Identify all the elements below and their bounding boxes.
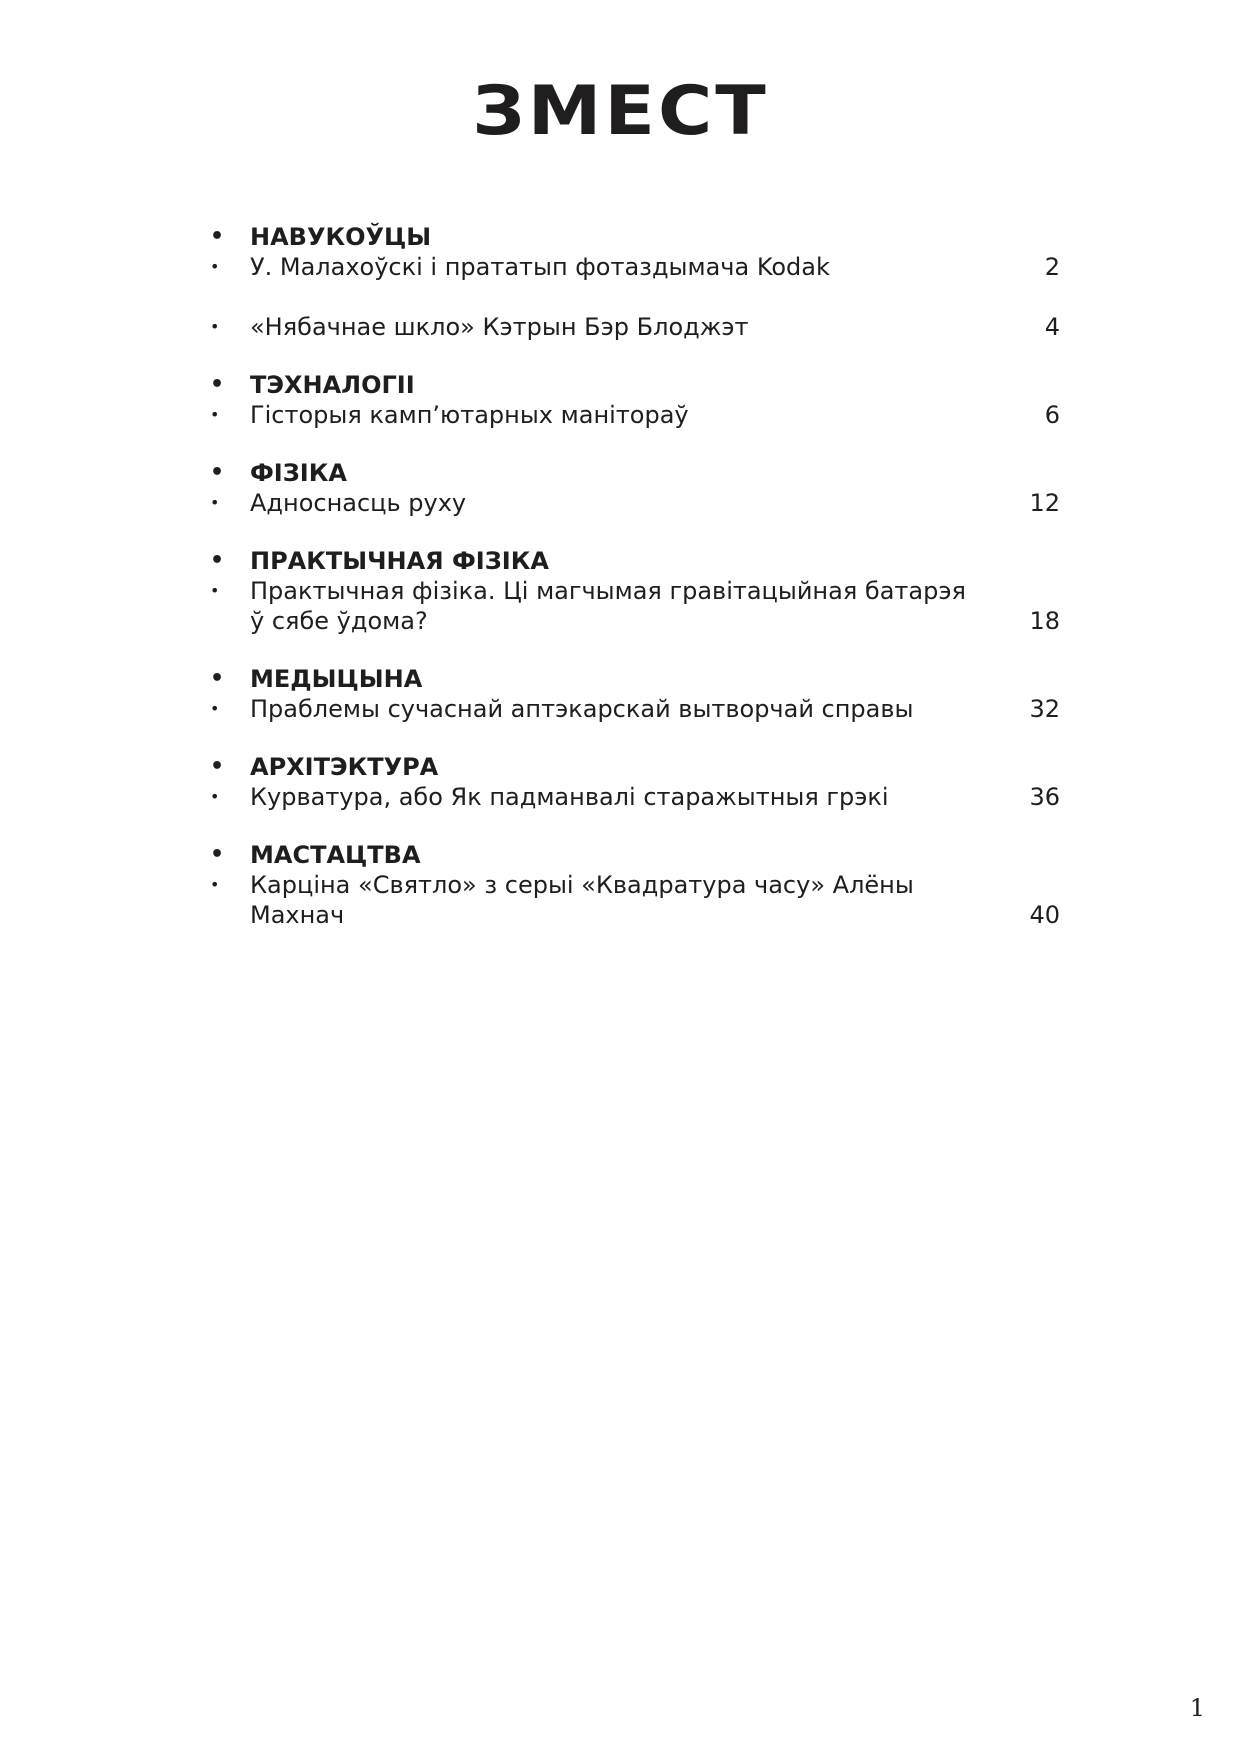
- toc-entry-title: Курватура, або Як падманвалі старажытныя грэкі: [250, 783, 889, 811]
- section-heading: [210, 752, 1060, 782]
- toc-entry-title: Гісторыя камп’ютарных манітораў: [250, 401, 689, 429]
- section-heading: [210, 546, 1060, 576]
- section-heading-label: ФІЗІКА: [250, 459, 347, 487]
- bullet-icon: •: [210, 875, 220, 894]
- toc-entry[interactable]: [210, 782, 1060, 812]
- bullet-icon: •: [210, 224, 225, 249]
- bullet-icon: •: [210, 787, 220, 806]
- toc-entry[interactable]: [210, 694, 1060, 724]
- section-heading-label: МАСТАЦТВА: [250, 841, 421, 869]
- section-heading-label: ТЭХНАЛОГІІ: [250, 371, 415, 399]
- toc-section-fizika: [210, 458, 1060, 518]
- toc-entry[interactable]: [210, 488, 1060, 518]
- bullet-icon: •: [210, 460, 225, 485]
- bullet-icon: •: [210, 754, 225, 779]
- toc-entry[interactable]: [210, 870, 1060, 930]
- toc-entry-title: У. Малахоўскі і прататып фотаздымача Kodak: [250, 253, 830, 281]
- toc-entry[interactable]: [210, 576, 1060, 636]
- section-heading-label: МЕДЫЦЫНА: [250, 665, 423, 693]
- section-heading: [210, 222, 1060, 252]
- bullet-icon: •: [210, 405, 220, 424]
- bullet-icon: •: [210, 493, 220, 512]
- toc-entry-page: 4: [1044, 313, 1060, 341]
- toc-entry-title: Праблемы сучаснай аптэкарскай вытворчай справы: [250, 695, 914, 723]
- toc-entry-page: 40: [1029, 901, 1060, 929]
- bullet-icon: •: [210, 548, 225, 573]
- toc-entry-page: 36: [1029, 783, 1060, 811]
- toc-entry-title: Практычная фізіка. Ці магчымая гравітацыйная батарэя ў сябе ўдома?: [250, 577, 966, 635]
- section-heading: [210, 458, 1060, 488]
- toc-entry-page: 18: [1029, 607, 1060, 635]
- section-heading-label: АРХІТЭКТУРА: [250, 753, 439, 781]
- toc-section-medytsyna: [210, 664, 1060, 724]
- bullet-icon: •: [210, 666, 225, 691]
- toc-entry-page: 12: [1029, 489, 1060, 517]
- bullet-icon: •: [210, 842, 225, 867]
- table-of-contents: [210, 222, 1060, 958]
- toc-entry[interactable]: [210, 252, 1060, 282]
- toc-entry-title: «Нябачнае шкло» Кэтрын Бэр Блоджэт: [250, 313, 749, 341]
- section-heading: [210, 664, 1060, 694]
- page-number: 1: [1189, 1694, 1205, 1722]
- toc-entry-page: 2: [1044, 253, 1060, 281]
- toc-entry-page: 6: [1044, 401, 1060, 429]
- bullet-icon: •: [210, 317, 220, 336]
- toc-section-tekhnalogii: [210, 370, 1060, 430]
- toc-section-navukoutsy: [210, 222, 1060, 342]
- toc-section-praktychnaya-fizika: [210, 546, 1060, 636]
- toc-entry[interactable]: [210, 312, 1060, 342]
- page-title: ЗМЕСТ: [472, 71, 769, 151]
- bullet-icon: •: [210, 257, 220, 276]
- section-heading: [210, 370, 1060, 400]
- bullet-icon: •: [210, 581, 220, 600]
- bullet-icon: •: [210, 372, 225, 397]
- section-heading-label: ПРАКТЫЧНАЯ ФІЗІКА: [250, 547, 549, 575]
- toc-entry[interactable]: [210, 400, 1060, 430]
- toc-section-mastatstva: [210, 840, 1060, 930]
- bullet-icon: •: [210, 699, 220, 718]
- toc-entry-page: 32: [1029, 695, 1060, 723]
- section-heading-label: НАВУКОЎЦЫ: [250, 223, 432, 251]
- toc-section-arkhitektura: [210, 752, 1060, 812]
- section-heading: [210, 840, 1060, 870]
- toc-entry-title: Адноснасць руху: [250, 489, 467, 517]
- toc-entry-title: Карціна «Святло» з серыі «Квадратура часу» Алёны Махнач: [250, 871, 914, 929]
